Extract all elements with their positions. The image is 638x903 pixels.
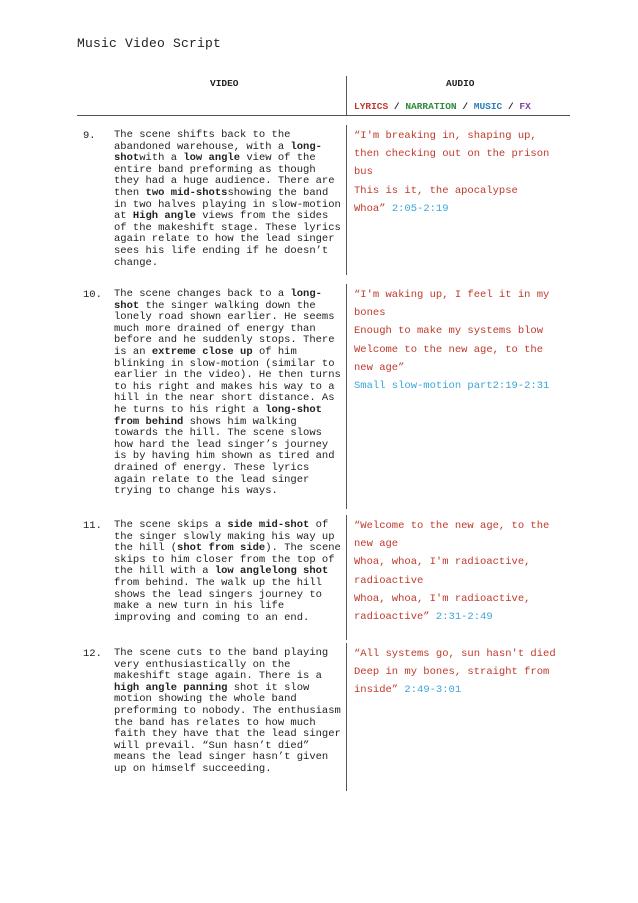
shot-type-term: long-shot from behind [114, 403, 322, 428]
audio-line [354, 645, 574, 663]
lyric-text: radioactive [354, 574, 424, 587]
legend-separator: / [456, 101, 474, 112]
description-text: with a [139, 152, 184, 165]
legend-music: MUSIC [473, 101, 503, 112]
header-divider-vertical [346, 76, 347, 116]
audio-column-header: AUDIO [446, 78, 475, 89]
lyric-text: Welcome to the new age, to the [354, 343, 544, 356]
legend-narration: NARRATION [405, 101, 457, 112]
audio-line [354, 359, 574, 377]
description-text: The scene skips a [114, 519, 228, 531]
lyric-text: Enough to make my systems blow [354, 325, 544, 338]
legend-lyrics: LYRICS [354, 101, 389, 112]
audio-line [354, 200, 574, 218]
lyric-text: new age” [354, 361, 405, 374]
video-description [114, 289, 346, 498]
description-text: of him blinking in slow-motion (similar to earlier in the video). He then turns to his right and makes his way to a hill in the near short distance. As he turns to his right a [114, 345, 341, 416]
audio-line [354, 322, 574, 340]
description-text: shows him walking towards the hill. The scene slows how hard the lead singer’s journey is by having him shown as tired and drained of energy. These lyrics again relate to the lead singer trying to change his ways. [114, 415, 335, 498]
lyric-text: then checking out on the prison [354, 148, 550, 161]
audio-line [354, 590, 574, 608]
description-text: from behind. The walk up the hill shows the lead singers journey to make a new turn in his life improving and coming to an end. [114, 576, 322, 624]
legend-separator: / [388, 101, 406, 112]
audio-line [354, 608, 574, 626]
row-number: 10. [83, 289, 102, 301]
description-text: view of the entire band preforming as though they had a huge audience. There are then [114, 152, 335, 199]
shot-type-term: long-shot [114, 288, 322, 312]
lyric-text: “I'm waking up, I feel it in my [354, 289, 550, 301]
shot-type-term: shot from side [177, 542, 266, 555]
audio-line [354, 663, 574, 681]
lyric-text: radioactive” [354, 611, 436, 624]
column-divider [346, 125, 347, 275]
audio-line [354, 572, 574, 590]
audio-line [354, 182, 574, 200]
lyric-text: “Welcome to the new age, to the [354, 520, 550, 532]
lyric-text: inside” [354, 684, 405, 697]
audio-line [354, 377, 574, 395]
music-timestamp: 2:05-2:19 [391, 202, 449, 215]
lyric-text: Whoa” [354, 202, 392, 215]
audio-lyrics [354, 127, 574, 218]
description-text: shot it slow motion showing the whole band preforming to nobody. The enthusiasm the band has relates to how much faith they have that the lead singer will prevail. “Sun hasn’t died” means the lead singer hasn’t given up on himself succeeding. [114, 681, 341, 775]
row-number: 11. [83, 520, 102, 532]
legend-fx: FX [519, 101, 531, 112]
audio-line [354, 535, 574, 553]
lyric-text: new age [354, 538, 399, 551]
audio-lyrics [354, 645, 574, 700]
audio-line [354, 163, 574, 181]
lyric-text: “I'm breaking in, shaping up, [354, 130, 537, 142]
lyric-text: bones [354, 307, 386, 320]
shot-type-term: low anglelong shot [214, 565, 329, 578]
shot-type-term: High angle [132, 210, 196, 223]
description-text: The scene shifts back to the abandoned warehouse, with a [114, 129, 291, 153]
shot-type-term: high angle panning [114, 681, 228, 694]
audio-line [354, 681, 574, 699]
audio-line [354, 517, 574, 535]
music-timestamp: 2:49-3:01 [404, 684, 462, 697]
page-title: Music Video Script [77, 36, 222, 51]
description-text: views from the sides of the makeshift stage. These lyrics again relate to how the lead singer sees his life ending if he doesn’t change. [114, 210, 341, 269]
music-timestamp: 2:31-2:49 [435, 611, 493, 624]
lyric-text: Whoa, whoa, I'm radioactive, [354, 556, 531, 569]
row-number: 9. [83, 130, 96, 142]
video-description [114, 520, 346, 624]
audio-line [354, 127, 574, 145]
audio-line [354, 304, 574, 322]
column-divider [346, 284, 347, 509]
header-divider-horizontal [77, 115, 570, 116]
shot-type-term: side mid-shot [227, 519, 310, 531]
lyric-text: Whoa, whoa, I'm radioactive, [354, 592, 531, 605]
shot-type-term: low angle [183, 152, 241, 165]
description-text: The scene changes back to a [114, 288, 291, 300]
shot-type-term: long-shot [114, 140, 322, 165]
description-text: the singer walking down the lonely road shown earlier. He seems much more drained of energy than before and he suddenly stops. There is an [114, 299, 335, 358]
legend-separator: / [502, 101, 520, 112]
audio-line [354, 553, 574, 571]
video-description [114, 648, 346, 776]
description-text: ). The scene skips to him closer from the top of the hill with a [114, 542, 341, 578]
row-number: 12. [83, 648, 102, 660]
column-divider [346, 643, 347, 791]
lyric-text: This is it, the apocalypse [354, 184, 518, 197]
audio-lyrics [354, 517, 574, 626]
audio-lyrics [354, 286, 574, 395]
description-text: The scene cuts to the band playing very enthusiastically on the makeshift stage again. There is a [114, 647, 329, 683]
audio-line [354, 145, 574, 163]
description-text: of the singer slowly making his way up the hill ( [114, 519, 335, 555]
audio-legend [354, 101, 531, 112]
audio-line [354, 341, 574, 359]
lyric-text: bus [354, 166, 373, 179]
video-description [114, 130, 346, 269]
description-text: showing the band in two halves playing in slow-motion at [114, 186, 341, 223]
lyric-text: “All systems go, sun hasn't died [354, 648, 556, 660]
shot-type-term: extreme close up [151, 345, 253, 358]
lyric-text: Deep in my bones, straight from [354, 666, 550, 679]
music-timestamp: Small slow-motion part2:19-2:31 [354, 380, 550, 393]
shot-type-term: two mid-shots [145, 186, 228, 199]
video-column-header: VIDEO [210, 78, 239, 89]
column-divider [346, 515, 347, 640]
audio-line [354, 286, 574, 304]
